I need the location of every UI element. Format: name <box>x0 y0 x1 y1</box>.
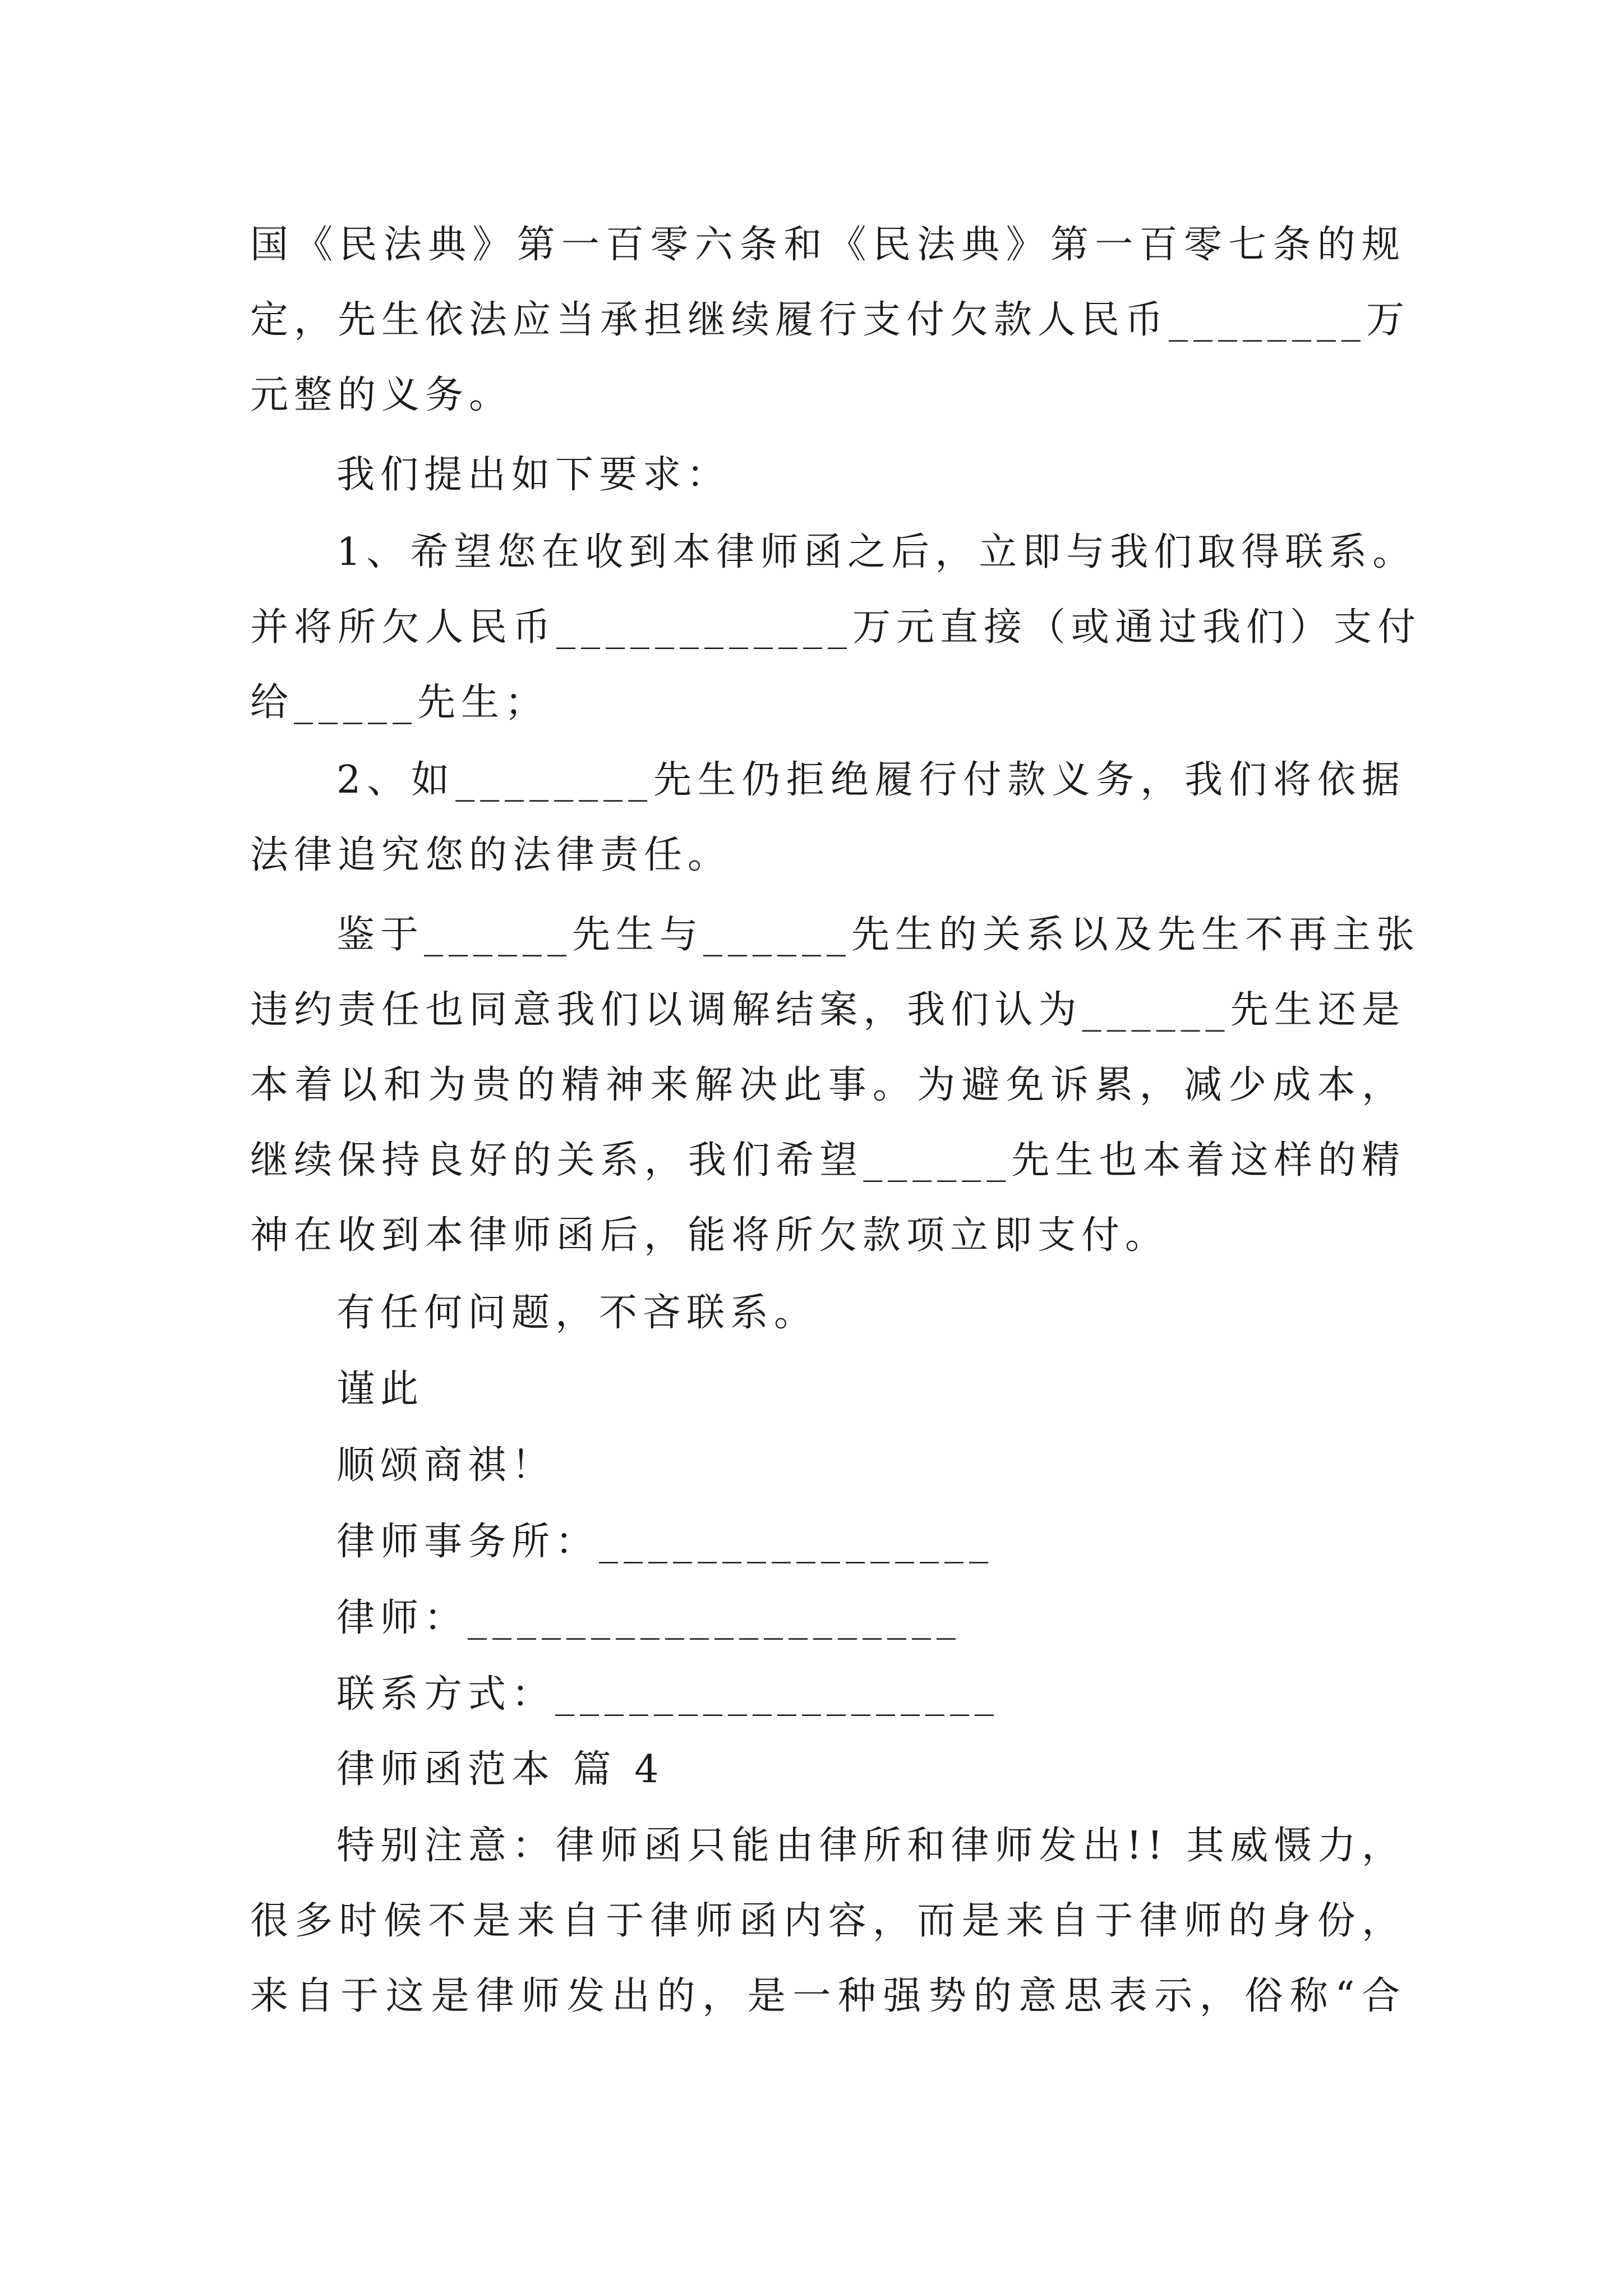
paragraph-line: 元整的义务。 <box>250 373 513 417</box>
paragraph-line: 违约责任也同意我们以调解结案，我们认为______先生还是 <box>250 988 1405 1032</box>
signature-lawfirm-line: 律师事务所：________________ <box>336 1520 994 1564</box>
paragraph-line: 继续保持良好的关系，我们希望______先生也本着这样的精 <box>250 1138 1405 1182</box>
paragraph-line: 来自于这是律师发出的，是一种强势的意思表示，俗称“合 <box>250 1974 1405 2018</box>
section-heading: 律师函范本 篇 4 <box>336 1747 665 1792</box>
paragraph-line: 给_____先生； <box>250 680 549 725</box>
paragraph-line: 有任何问题，不吝联系。 <box>336 1291 818 1335</box>
signature-contact-line: 联系方式：__________________ <box>336 1672 1000 1717</box>
paragraph-line: 2、如________先生仍拒绝履行付款义务，我们将依据 <box>336 758 1405 802</box>
paragraph-line: 1、希望您在收到本律师函之后，立即与我们取得联系。 <box>336 530 1417 574</box>
paragraph-line: 定，先生依法应当承担继续履行支付欠款人民币________万 <box>250 298 1410 342</box>
paragraph-line: 很多时候不是来自于律师函内容，而是来自于律师的身份， <box>250 1899 1405 1943</box>
paragraph-line: 谨此 <box>336 1367 425 1411</box>
paragraph-line: 顺颂商祺！ <box>336 1443 556 1488</box>
paragraph-line: 神在收到本律师函后，能将所欠款项立即支付。 <box>250 1213 1169 1258</box>
paragraph-line: 鉴于______先生与______先生的关系以及先生不再主张 <box>336 913 1421 957</box>
paragraph-line: 本着以和为贵的精神来解决此事。为避免诉累，减少成本， <box>250 1063 1405 1107</box>
paragraph-line: 法律追究您的法律责任。 <box>250 833 732 877</box>
paragraph-line: 国《民法典》第一百零六条和《民法典》第一百零七条的规 <box>250 223 1405 267</box>
paragraph-line: 并将所欠人民币____________万元直接（或通过我们）支付 <box>250 605 1422 650</box>
signature-lawyer-line: 律师：____________________ <box>336 1596 962 1640</box>
paragraph-line: 特别注意：律师函只能由律所和律师发出!! 其威慑力， <box>336 1824 1405 1868</box>
paragraph-line: 我们提出如下要求： <box>336 453 731 497</box>
